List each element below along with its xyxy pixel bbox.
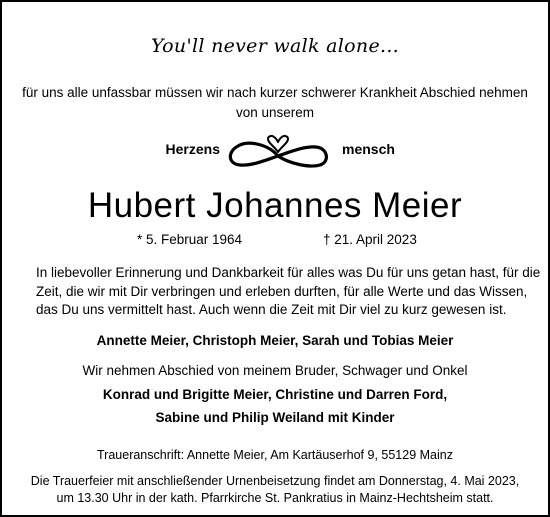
intro-line: von unserem	[235, 105, 315, 120]
farewell-text: Wir nehmen Abschied von meinem Bruder, Schwager und Onkel	[82, 363, 468, 378]
intro-line: für uns alle unfassbar müssen wir nach kurzer schwerer Krankheit Abschied nehmen	[22, 85, 528, 100]
infinity-heart-icon	[224, 134, 332, 170]
family-names: Annette Meier, Christoph Meier, Sarah und Tobias Meier	[96, 333, 454, 348]
ceremony-line: Die Trauerfeier mit anschließender Urnenbeisetzung findet am Donnerstag, 4. Mai 2023,	[30, 474, 520, 488]
motto: You'll never walk alone...	[150, 35, 400, 57]
herzens-word: Herzens	[165, 141, 220, 157]
ceremony-info	[2, 473, 548, 506]
death-date: † 21. April 2023	[323, 232, 417, 247]
intro-text	[2, 83, 548, 123]
herzensmensch-row	[2, 132, 548, 172]
memory-line: In liebevoller Erinnerung und Dankbarkeit für alles was Du für uns getan hast, für die	[36, 265, 541, 280]
birth-date: * 5. Februar 1964	[137, 232, 243, 247]
ceremony-line: um 13.30 Uhr in der kath. Pfarrkirche St. Pankratius in Mainz-Hechtsheim statt.	[56, 490, 494, 505]
memory-text	[36, 264, 540, 320]
memory-line: das Du uns vermittelt hast. Auch wenn die Zeit mit Dir viel zu kurz gewesen ist.	[36, 302, 507, 317]
mensch-word: mensch	[342, 141, 395, 157]
relatives-line: Sabine und Philip Weiland mit Kinder	[155, 410, 395, 425]
relatives-names	[2, 383, 548, 429]
deceased-name: Hubert Johannes Meier	[87, 186, 463, 225]
relatives-line: Konrad und Brigitte Meier, Christine und Darren Ford,	[102, 387, 448, 402]
mourning-address: Traueranschrift: Annette Meier, Am Kartäuserhof 9, 55129 Mainz	[97, 448, 453, 462]
memory-line: Zeit, die wir mit Dir verbringen und erleben durften, für alle Werte und das Wissen,	[36, 283, 528, 299]
